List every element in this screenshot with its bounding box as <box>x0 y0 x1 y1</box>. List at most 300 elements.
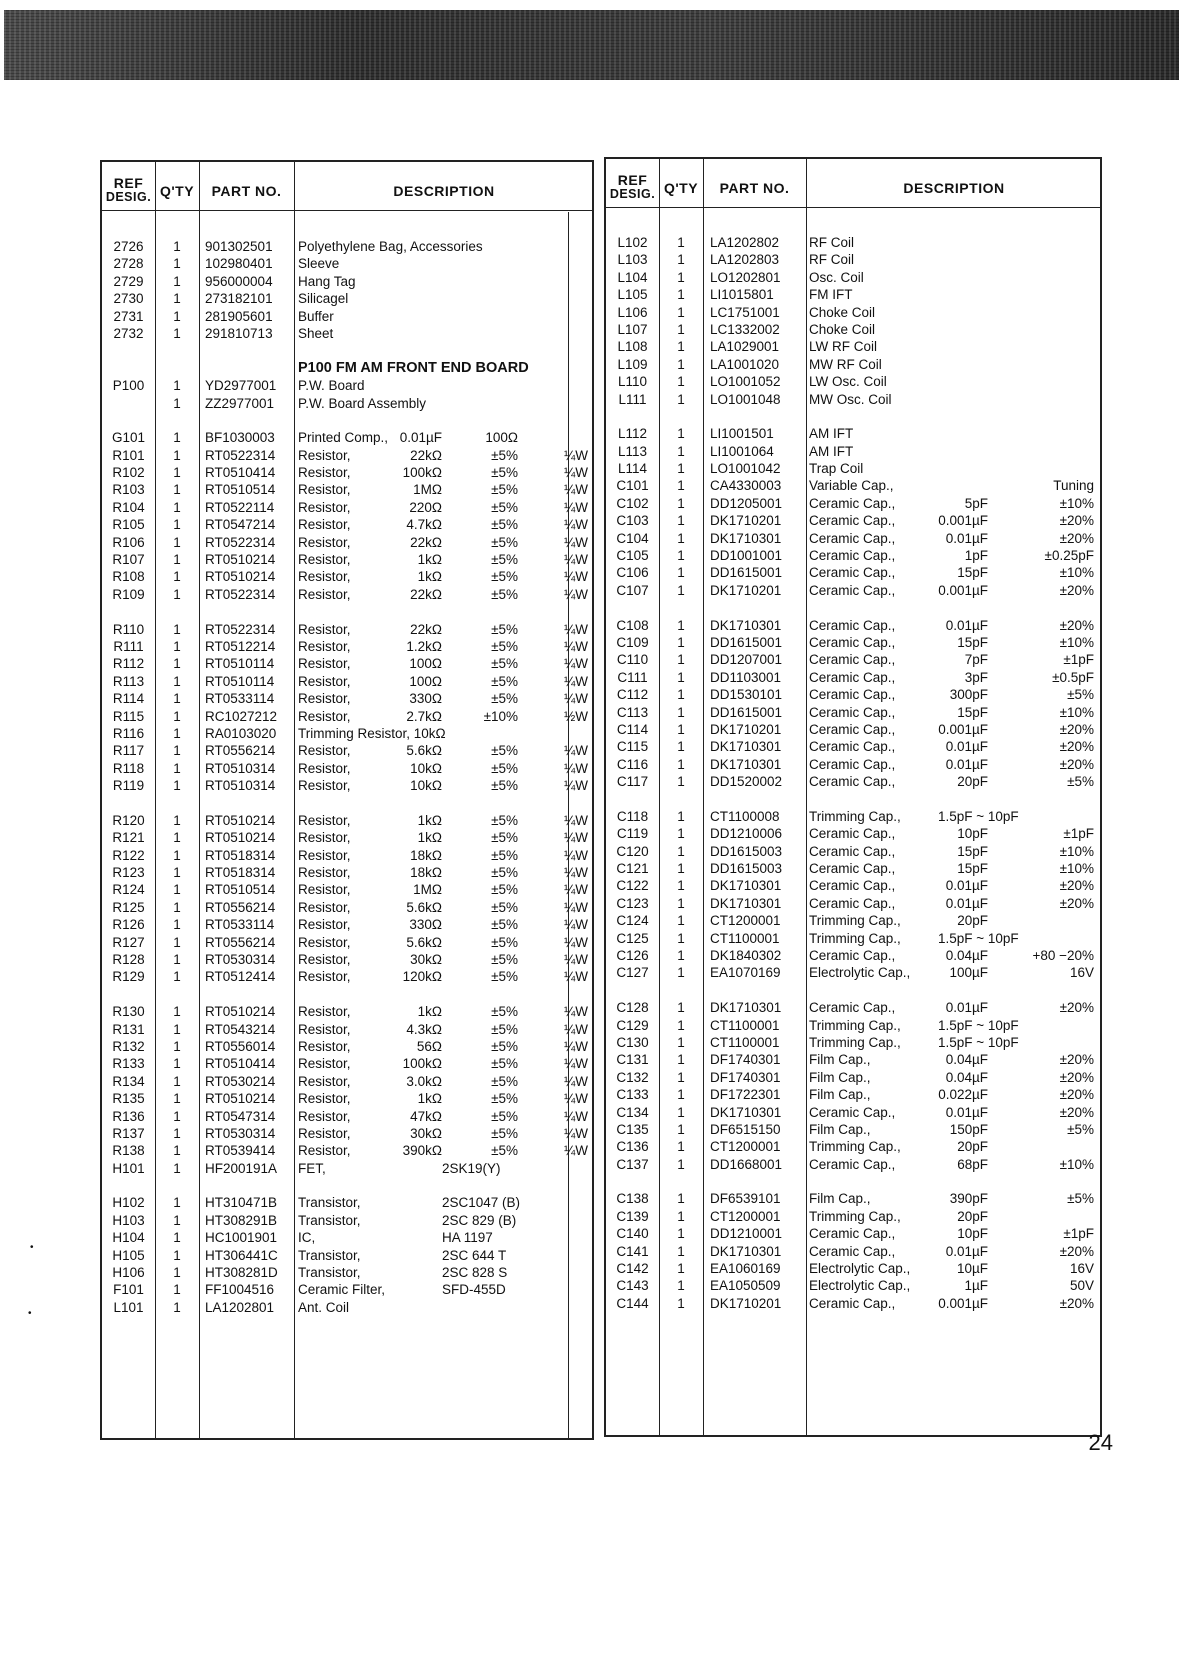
part-number: LO1001052 <box>710 374 781 390</box>
tolerance: ±10% <box>1059 495 1094 511</box>
quantity: 1 <box>173 552 181 568</box>
description: Resistor, <box>298 1021 351 1037</box>
description: Trimming Cap., <box>809 930 901 946</box>
table-row <box>606 738 1100 755</box>
ref-designator: R122 <box>112 847 145 863</box>
table-row <box>102 968 592 985</box>
ref-designator: C111 <box>617 669 648 685</box>
tolerance: ±5% <box>491 447 518 463</box>
table-row <box>606 686 1100 703</box>
part-number: RT0510214 <box>205 830 276 846</box>
power-rating: ¼W <box>563 1073 588 1089</box>
ref-designator: C109 <box>616 634 649 650</box>
table-row <box>606 269 1100 286</box>
table-row <box>606 930 1100 947</box>
tolerance: ±5% <box>491 865 518 881</box>
quantity: 1 <box>173 256 181 272</box>
tolerance: ±5% <box>491 778 518 794</box>
value: 20pF <box>957 1208 988 1224</box>
part-number: RT0510314 <box>205 760 276 776</box>
part-number: LC1332002 <box>710 321 780 337</box>
quantity: 1 <box>173 638 181 654</box>
quantity: 1 <box>173 743 181 759</box>
power-rating: ½W <box>563 708 588 724</box>
description: Ceramic Cap., <box>809 948 896 964</box>
tolerance: 16V <box>1069 965 1094 981</box>
description: Electrolytic Cap., <box>809 1261 911 1277</box>
table-row <box>606 564 1100 581</box>
tolerance: ±20% <box>1059 1000 1094 1016</box>
ref-designator: R129 <box>112 969 145 985</box>
part-number: DF6539101 <box>710 1191 781 1207</box>
description: MW RF Coil <box>809 356 882 372</box>
part-number: RT0510214 <box>205 552 276 568</box>
part-number: RT0522314 <box>205 586 276 602</box>
ref-designator: C118 <box>616 808 649 824</box>
tolerance: ±5% <box>491 830 518 846</box>
power-rating: ¼W <box>563 656 588 672</box>
description: Ceramic Cap., <box>809 721 896 737</box>
part-number: DF6515150 <box>710 1121 781 1137</box>
quantity: 1 <box>677 304 685 320</box>
value: 0.04µF <box>945 948 988 964</box>
power-rating: ¼W <box>563 517 588 533</box>
quantity: 1 <box>677 356 685 372</box>
quantity: 1 <box>173 1056 181 1072</box>
value: 3.0kΩ <box>406 1073 442 1089</box>
description: Polyethylene Bag, Accessories <box>298 239 483 254</box>
value: 2SC 644 T <box>442 1247 507 1263</box>
quantity: 1 <box>677 1087 685 1103</box>
quantity: 1 <box>677 287 685 303</box>
value: 22kΩ <box>410 621 442 637</box>
ref-designator: L105 <box>617 287 648 303</box>
quantity: 1 <box>677 530 685 546</box>
table-row <box>606 704 1100 721</box>
tolerance: ±5% <box>491 621 518 637</box>
table-row <box>606 617 1100 634</box>
ref-designator: L112 <box>617 426 648 442</box>
table-row <box>606 1225 1100 1242</box>
quantity: 1 <box>677 391 685 407</box>
tolerance: ±20% <box>1059 1069 1094 1085</box>
value: 0.01µF <box>945 1000 988 1016</box>
value: 5.6kΩ <box>406 743 442 759</box>
description: Ceramic Cap., <box>809 774 896 790</box>
table-row <box>102 534 592 551</box>
description: Ceramic Cap., <box>809 495 896 511</box>
quantity: 1 <box>173 1195 181 1211</box>
value: 22kΩ <box>410 586 442 602</box>
tolerance: ±5% <box>491 899 518 915</box>
quantity: 1 <box>173 1282 181 1298</box>
tolerance: ±10% <box>1059 565 1094 581</box>
value: 47kΩ <box>410 1108 442 1124</box>
value: 220Ω <box>409 499 442 515</box>
description: Ceramic Cap., <box>809 756 896 772</box>
ref-designator: C115 <box>616 739 649 755</box>
table-row <box>102 621 592 638</box>
tolerance: ±5% <box>491 534 518 550</box>
ref-designator: C132 <box>616 1069 649 1085</box>
value: 1.2kΩ <box>406 638 442 654</box>
part-number: LO1202801 <box>710 269 781 285</box>
part-number: RT0510214 <box>205 812 276 828</box>
value: 0.04µF <box>945 1069 988 1085</box>
table-row <box>102 916 592 933</box>
row-gap <box>606 791 1100 808</box>
quantity: 1 <box>173 952 181 968</box>
quantity: 1 <box>173 291 181 307</box>
value: 30kΩ <box>410 952 442 968</box>
table-row <box>102 499 592 516</box>
description: Transistor, <box>298 1247 361 1263</box>
part-number: DD1210001 <box>710 1226 783 1242</box>
description: IC, <box>298 1230 316 1246</box>
ref-designator: R118 <box>112 760 145 776</box>
ref-designator: R136 <box>112 1108 145 1124</box>
value: 7pF <box>964 652 988 668</box>
header-description: DESCRIPTION <box>903 180 1005 196</box>
ref-designator: R108 <box>112 569 145 585</box>
part-number: DK1710301 <box>710 756 782 772</box>
part-number: RT0522314 <box>205 534 276 550</box>
part-number: RT0512214 <box>205 638 276 654</box>
part-number: RT0512414 <box>205 969 276 985</box>
page-number: 24 <box>1088 1430 1113 1455</box>
ref-designator: C105 <box>616 548 649 564</box>
value: 5.6kΩ <box>406 934 442 950</box>
part-number: LA1202802 <box>710 235 780 250</box>
part-number: DD1210006 <box>710 826 783 842</box>
value: 30kΩ <box>410 1125 442 1141</box>
description: Resistor, <box>298 517 351 533</box>
ref-designator: R133 <box>112 1056 145 1072</box>
power-rating: ¼W <box>563 447 588 463</box>
row-gap <box>102 342 592 359</box>
tolerance: ±5% <box>491 1004 518 1020</box>
ref-designator: R102 <box>112 465 145 481</box>
part-number: HT308291B <box>205 1212 278 1228</box>
part-number: EA1060169 <box>710 1261 781 1277</box>
quantity: 1 <box>173 1125 181 1141</box>
power-rating: ¼W <box>563 865 588 881</box>
value: 2SC 828 S <box>442 1265 508 1281</box>
value: SFD-455D <box>442 1282 506 1298</box>
description: AM IFT <box>809 443 854 459</box>
ref-designator: C144 <box>616 1295 649 1311</box>
quantity: 1 <box>173 1038 181 1054</box>
tolerance: ±20% <box>1059 513 1094 529</box>
value: 100Ω <box>409 673 442 689</box>
part-number: 281905601 <box>205 308 273 324</box>
value: 4.3kΩ <box>406 1021 442 1037</box>
value: 10kΩ <box>410 778 442 794</box>
value: 150pF <box>949 1121 988 1137</box>
ref-designator: R120 <box>112 812 145 828</box>
table-row <box>102 1142 592 1159</box>
tolerance: ±0.5pF <box>1052 669 1094 685</box>
table-row <box>606 634 1100 651</box>
part-number: LI1015801 <box>710 287 774 303</box>
power-rating: ¼W <box>563 552 588 568</box>
description: Resistor, <box>298 1056 351 1072</box>
part-number: 291810713 <box>205 325 273 341</box>
ref-designator: R104 <box>112 499 145 515</box>
ref-designator: C124 <box>616 913 649 929</box>
description: Trimming Cap., <box>809 1208 901 1224</box>
part-number: FF1004516 <box>205 1282 275 1298</box>
ref-designator: L102 <box>617 235 648 250</box>
ref-designator: C129 <box>616 1017 649 1033</box>
part-number: 273182101 <box>205 291 273 307</box>
value: 1kΩ <box>417 1004 442 1020</box>
ref-designator: R128 <box>112 952 145 968</box>
quantity: 1 <box>677 930 685 946</box>
part-number: CT1100001 <box>710 1034 780 1050</box>
tolerance: ±5% <box>1067 687 1094 703</box>
table-row <box>606 860 1100 877</box>
table-row <box>102 881 592 898</box>
quantity: 1 <box>677 374 685 390</box>
power-rating: ¼W <box>563 1056 588 1072</box>
ref-designator: F101 <box>113 1282 144 1298</box>
quantity: 1 <box>677 1052 685 1068</box>
table-row <box>606 843 1100 860</box>
table-row <box>102 447 592 464</box>
description: Ceramic Cap., <box>809 739 896 755</box>
quantity: 1 <box>677 1243 685 1259</box>
part-number: RC1027212 <box>205 708 278 724</box>
header-ref-desig: REF DESIG. <box>105 175 152 204</box>
part-number: CT1200001 <box>710 1208 781 1224</box>
ref-designator: C112 <box>616 687 649 703</box>
value: 20pF <box>957 774 988 790</box>
quantity: 1 <box>173 378 181 394</box>
part-number: DK1710301 <box>710 617 782 633</box>
description: Resistor, <box>298 656 351 672</box>
ref-designator: C140 <box>616 1226 649 1242</box>
table-row <box>606 1121 1100 1138</box>
tolerance: ±5% <box>491 586 518 602</box>
part-number: DK1710301 <box>710 1000 782 1016</box>
part-number: CT1100001 <box>710 930 780 946</box>
part-number: RT0510114 <box>205 673 275 689</box>
quantity: 1 <box>173 430 181 446</box>
quantity: 1 <box>677 721 685 737</box>
description: Ceramic Cap., <box>809 1104 896 1120</box>
part-number: RT0510314 <box>205 778 276 794</box>
description: Resistor, <box>298 917 351 933</box>
part-number: HT310471B <box>205 1195 278 1211</box>
quantity: 1 <box>173 673 181 689</box>
description: Hang Tag <box>298 273 356 289</box>
description: Resistor, <box>298 691 351 707</box>
description: Resistor, <box>298 708 351 724</box>
ref-designator: L101 <box>113 1299 144 1315</box>
tolerance: ±5% <box>491 1091 518 1107</box>
part-number: YD2977001 <box>205 378 277 394</box>
part-number: RT0539414 <box>205 1143 276 1159</box>
row-gap <box>606 982 1100 999</box>
ref-designator: C125 <box>616 930 649 946</box>
table-row <box>102 464 592 481</box>
value: 100kΩ <box>402 465 442 481</box>
table-row <box>606 1069 1100 1086</box>
quantity: 1 <box>677 495 685 511</box>
scanned-header-band <box>4 10 1179 80</box>
table-row <box>102 481 592 498</box>
description: Ceramic Cap., <box>809 652 896 668</box>
ref-designator: R132 <box>112 1038 145 1054</box>
part-number: DK1710301 <box>710 530 782 546</box>
value: 22kΩ <box>410 534 442 550</box>
quantity: 1 <box>677 426 685 442</box>
tolerance: ±20% <box>1059 617 1094 633</box>
table-row <box>102 1247 592 1264</box>
ref-designator: R126 <box>112 917 145 933</box>
part-number: RT0510214 <box>205 1091 276 1107</box>
description: Resistor, <box>298 1108 351 1124</box>
quantity: 1 <box>677 1121 685 1137</box>
quantity: 1 <box>173 534 181 550</box>
description: Resistor, <box>298 812 351 828</box>
description: Variable Cap., <box>809 478 894 494</box>
quantity: 1 <box>173 1143 181 1159</box>
ref-designator: L110 <box>617 374 648 390</box>
quantity: 1 <box>677 1139 685 1155</box>
tolerance: ±1pF <box>1063 1226 1094 1242</box>
value: 1.5pF ~ 10pF <box>938 1034 1019 1050</box>
quantity: 1 <box>677 652 685 668</box>
part-number: HF200191A <box>205 1160 278 1176</box>
description: Trimming Cap., <box>809 808 901 824</box>
quantity: 1 <box>173 308 181 324</box>
part-number: LI1001064 <box>710 443 774 459</box>
tolerance: ±5% <box>491 812 518 828</box>
quantity: 1 <box>173 1091 181 1107</box>
table-row <box>102 708 592 725</box>
table-row <box>606 912 1100 929</box>
table-row <box>102 1194 592 1211</box>
description: Ceramic Cap., <box>809 1000 896 1016</box>
table-row <box>102 690 592 707</box>
part-number: DK1710301 <box>710 1104 782 1120</box>
section-title: P100 FM AM FRONT END BOARD <box>298 359 529 376</box>
tolerance: ±5% <box>491 1038 518 1054</box>
description: Resistor, <box>298 1038 351 1054</box>
description: Resistor, <box>298 865 351 881</box>
quantity: 1 <box>677 826 685 842</box>
value: 0.04µF <box>945 1052 988 1068</box>
value: 0.01µF <box>945 530 988 546</box>
quantity: 1 <box>677 843 685 859</box>
ref-designator: C104 <box>616 530 649 546</box>
ref-designator: 2728 <box>113 256 144 272</box>
value: 15pF <box>957 634 988 650</box>
power-rating: ¼W <box>563 586 588 602</box>
part-number: DD1103001 <box>710 669 782 685</box>
quantity: 1 <box>677 774 685 790</box>
description: AM IFT <box>809 426 854 442</box>
table-row <box>102 1038 592 1055</box>
description: Printed Comp., <box>298 430 389 446</box>
header-qty: Q'TY <box>159 183 195 199</box>
tolerance: ±20% <box>1059 1104 1094 1120</box>
quantity: 1 <box>173 708 181 724</box>
description: LW RF Coil <box>809 339 878 355</box>
tolerance: +80 −20% <box>1032 948 1094 964</box>
table-row <box>102 290 592 307</box>
ref-designator: C101 <box>616 478 649 494</box>
value: 0.001µF <box>938 513 988 529</box>
power-rating: ¼W <box>563 743 588 759</box>
ref-designator: P100 <box>112 378 145 394</box>
table-row <box>102 325 592 342</box>
table-row <box>102 1299 592 1316</box>
description: Resistor, <box>298 847 351 863</box>
part-number: 102980401 <box>205 256 273 272</box>
quantity: 1 <box>677 443 685 459</box>
description: Choke Coil <box>809 321 876 337</box>
description: Resistor, <box>298 1073 351 1089</box>
quantity: 1 <box>173 273 181 289</box>
description: Resistor, <box>298 830 351 846</box>
part-number: RT0510214 <box>205 1004 276 1020</box>
ref-designator: C133 <box>616 1087 649 1103</box>
power-rating: ¼W <box>563 847 588 863</box>
part-number: RT0530214 <box>205 1073 276 1089</box>
ref-designator: L111 <box>618 391 647 407</box>
ref-designator: C134 <box>616 1104 649 1120</box>
right-rows <box>606 234 1100 1312</box>
ref-designator: R114 <box>112 691 145 707</box>
ref-designator: R110 <box>112 621 145 637</box>
table-row <box>606 1243 1100 1260</box>
part-number: RT0556214 <box>205 743 276 759</box>
ref-designator: L104 <box>617 269 648 285</box>
power-rating: ¼W <box>563 882 588 898</box>
description: Ceramic Cap., <box>809 530 896 546</box>
table-row <box>606 495 1100 512</box>
part-number: LC1751001 <box>710 304 780 320</box>
value: 20pF <box>957 1139 988 1155</box>
quantity: 1 <box>677 634 685 650</box>
ref-designator: C139 <box>616 1208 649 1224</box>
ref-designator: C106 <box>616 565 649 581</box>
description: Ceramic Cap., <box>809 895 896 911</box>
value: 1kΩ <box>417 569 442 585</box>
table-row <box>606 999 1100 1016</box>
ref-designator: R111 <box>113 638 144 654</box>
table-row <box>606 1138 1100 1155</box>
quantity: 1 <box>173 725 181 741</box>
ref-designator: R107 <box>112 552 145 568</box>
ref-designator: H101 <box>112 1160 145 1176</box>
parts-table-right <box>604 157 1102 1437</box>
description: Ceramic Cap., <box>809 582 896 598</box>
part-number: DD1615001 <box>710 704 783 720</box>
table-row <box>606 356 1100 373</box>
description: P.W. Board Assembly <box>298 395 427 411</box>
row-gap <box>102 603 592 620</box>
table-row <box>606 1156 1100 1173</box>
quantity: 1 <box>173 517 181 533</box>
description: Resistor, <box>298 899 351 915</box>
power-rating: ¼W <box>563 952 588 968</box>
description: Trimming Cap., <box>809 1139 901 1155</box>
table-row <box>606 877 1100 894</box>
